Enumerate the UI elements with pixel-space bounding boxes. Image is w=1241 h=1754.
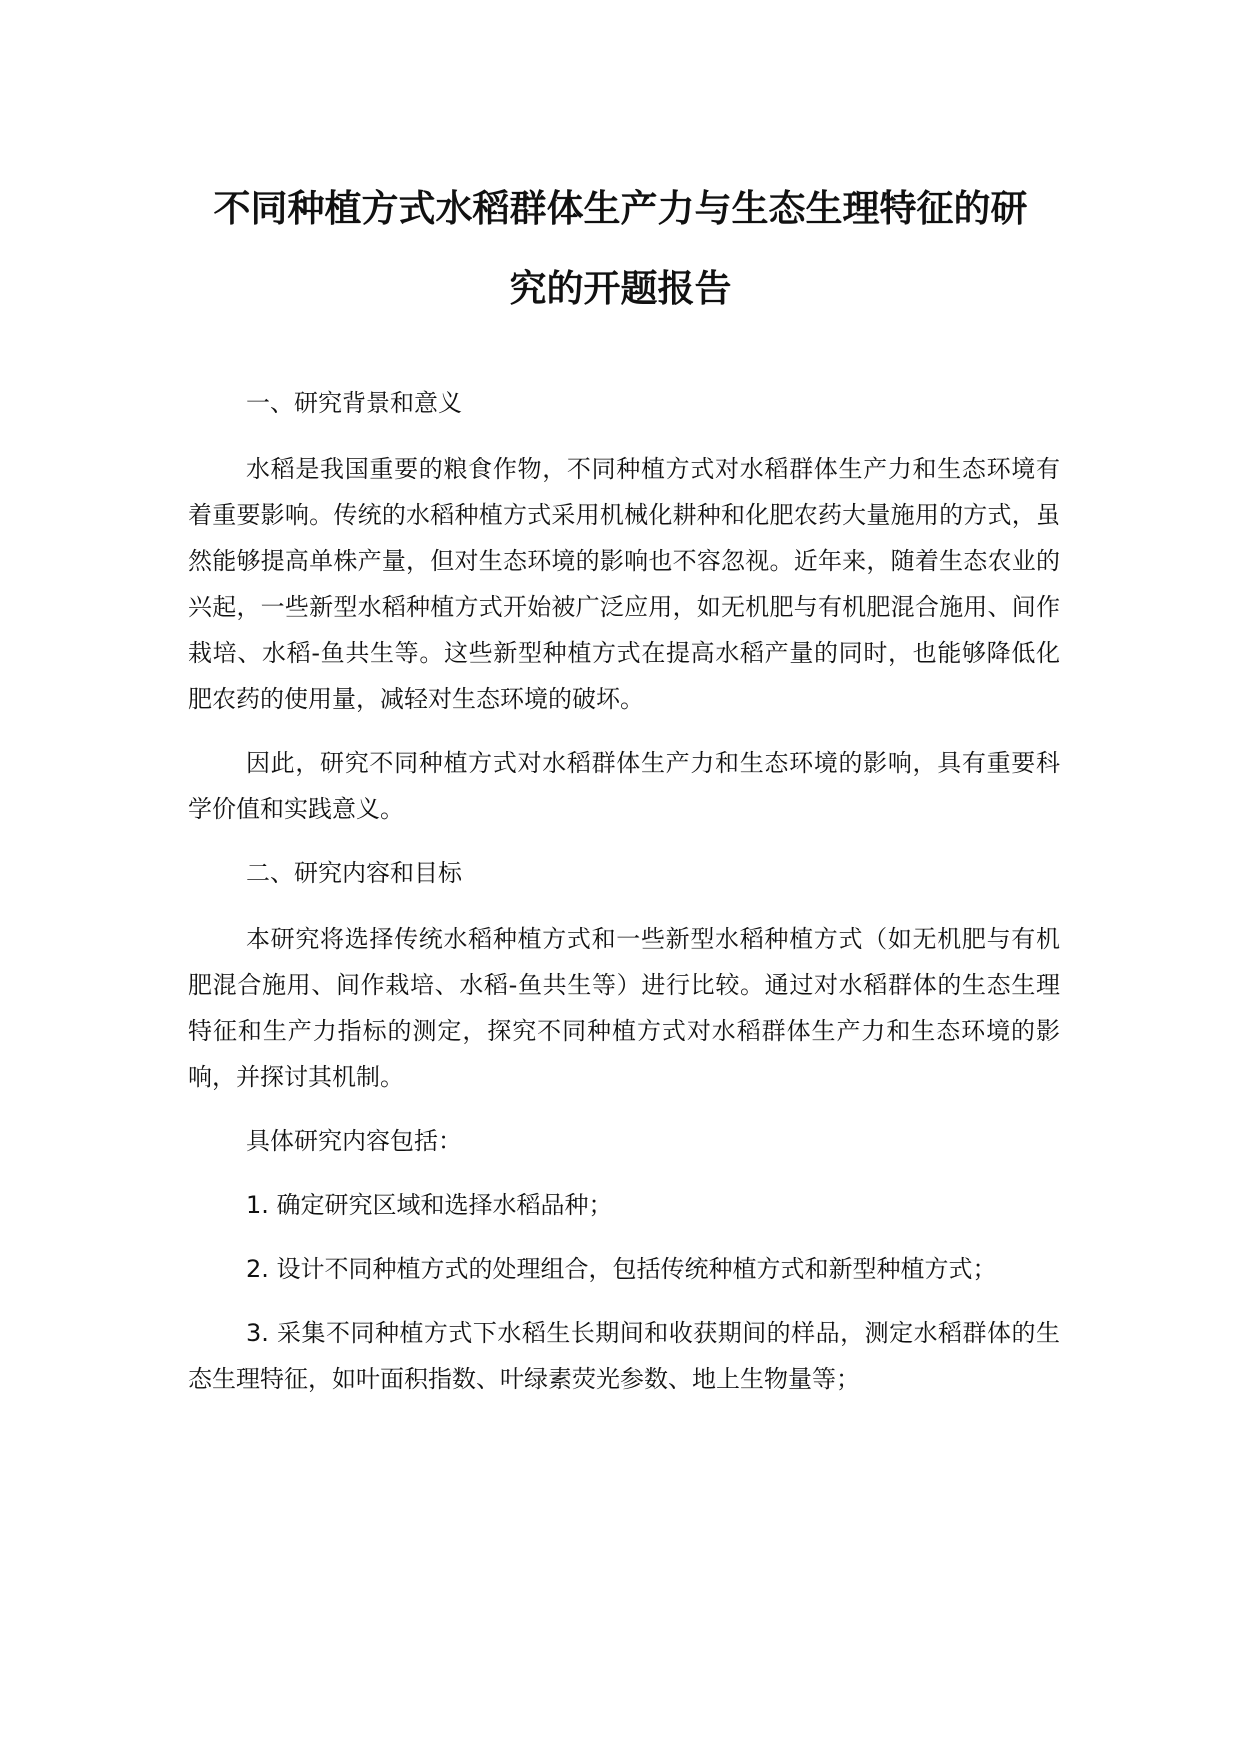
title-line-2: 究的开题报告 bbox=[509, 267, 732, 310]
section-heading-content: 二、研究内容和目标 bbox=[246, 859, 462, 887]
title-line-1: 不同种植方式水稻群体生产力与生态生理特征的研 bbox=[213, 187, 1028, 230]
list-item: 3. 采集不同种植方式下水稻生长期间和收获期间的样品，测定水稻群体的生态生理特征，如叶面积指数、叶绿素荧光参数、地上生物量等； bbox=[188, 1319, 1060, 1393]
list-item: 1. 确定研究区域和选择水稻品种； bbox=[246, 1191, 613, 1219]
document-body bbox=[188, 380, 1060, 1420]
paragraph-background: 水稻是我国重要的粮食作物，不同种植方式对水稻群体生产力和生态环境有着重要影响。传统的水稻种植方式采用机械化耕种和化肥农药大量施用的方式，虽然能够提高单株产量，但对生态环境的影响也不容忽视。近年来，随着生态农业的兴起，一些新型水稻种植方式开始被广泛应用，如无机肥与有机肥混合施用、间作栽培、水稻-鱼共生等。这些新型种植方式在提高水稻产量的同时，也能够降低化肥农药的使用量，减轻对生态环境的破坏。 bbox=[188, 455, 1060, 713]
list-item: 2. 设计不同种植方式的处理组合，包括传统种植方式和新型种植方式； bbox=[246, 1255, 997, 1283]
paragraph-significance: 因此，研究不同种植方式对水稻群体生产力和生态环境的影响，具有重要科学价值和实践意义。 bbox=[188, 749, 1060, 823]
paragraph-content: 本研究将选择传统水稻种植方式和一些新型水稻种植方式（如无机肥与有机肥混合施用、间作栽培、水稻-鱼共生等）进行比较。通过对水稻群体的生态生理特征和生产力指标的测定，探究不同种植方式对水稻群体生产力和生态环境的影响，并探讨其机制。 bbox=[188, 925, 1060, 1091]
paragraph-content-intro: 具体研究内容包括： bbox=[246, 1127, 462, 1155]
section-heading-background: 一、研究背景和意义 bbox=[246, 389, 462, 417]
